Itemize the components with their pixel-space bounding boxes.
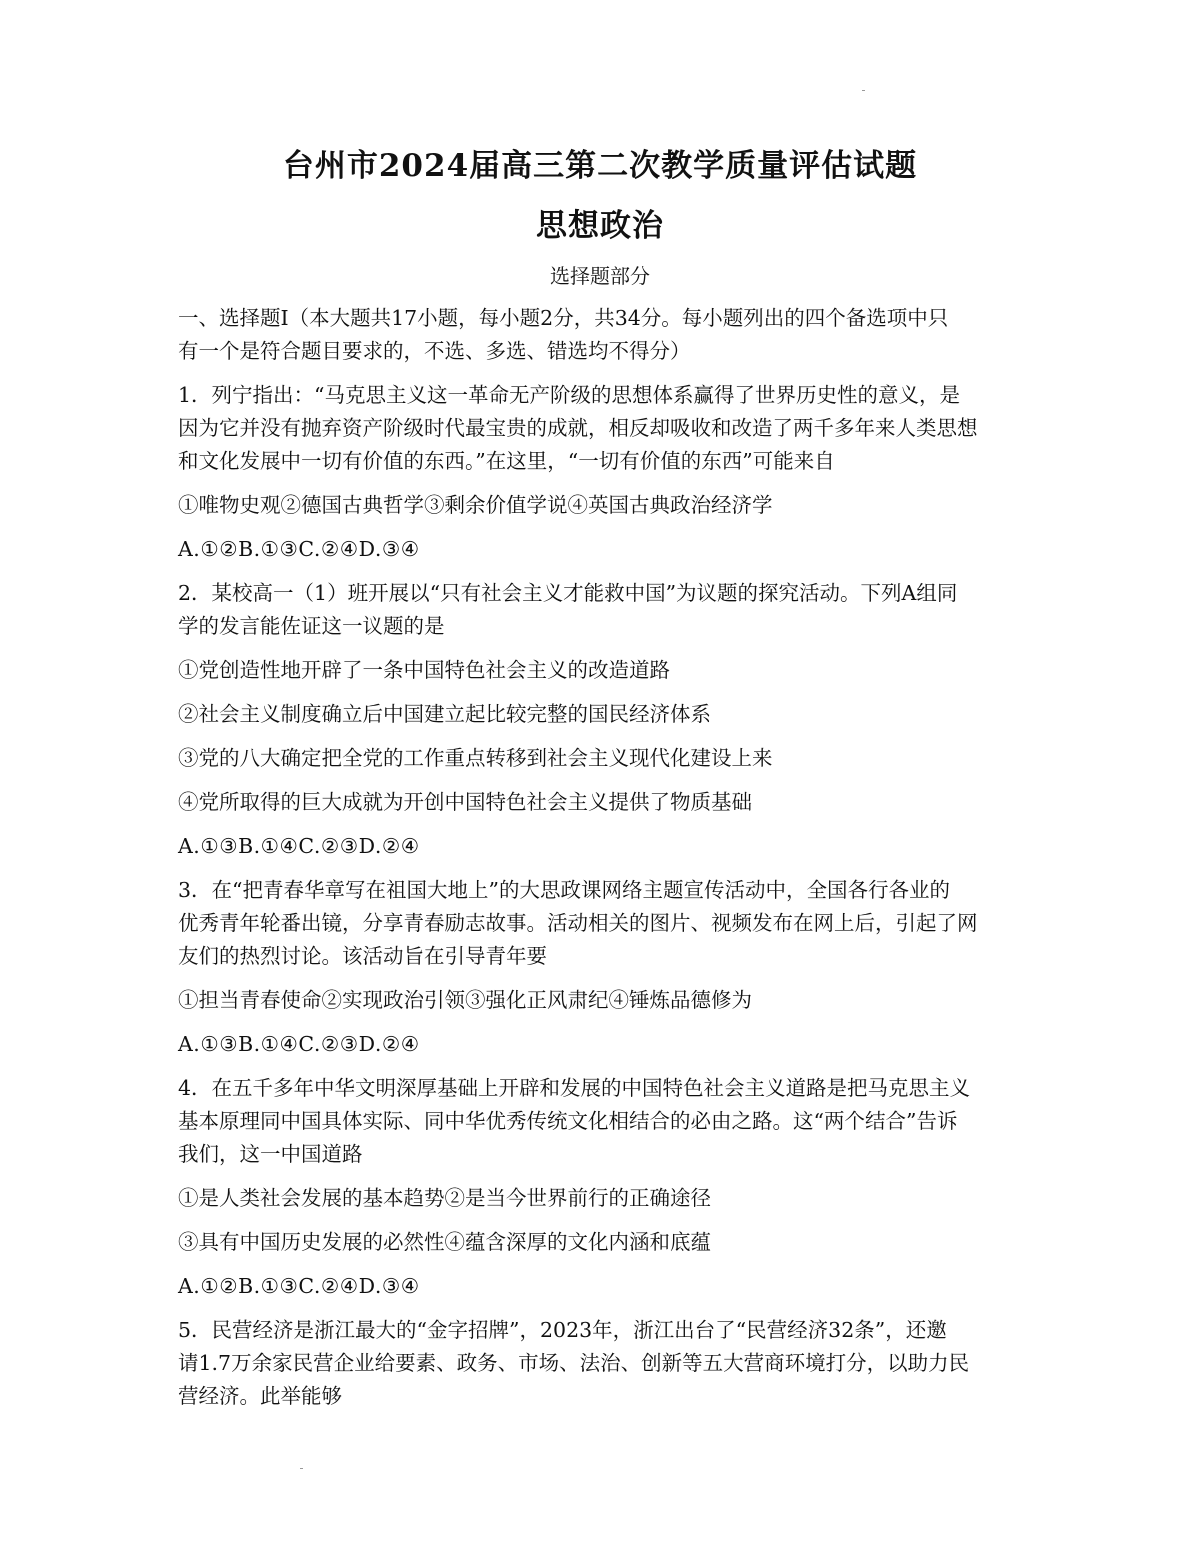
stem-line: 我们，这一中国道路 — [178, 1142, 363, 1166]
question-stem — [178, 874, 1028, 973]
part-label: 选择题部分 — [550, 264, 650, 288]
question-stem — [178, 1072, 1028, 1171]
stem-line: 5．民营经济是浙江最大的“金字招牌”，2023年，浙江出台了“民营经济32条”，还邀 — [178, 1318, 947, 1342]
subject-title: 思想政治 — [536, 208, 664, 244]
question-4 — [178, 1072, 1028, 1303]
instruction-line: 有一个是符合题目要求的，不选、多选、错选均不得分） — [178, 339, 691, 363]
option-line: ①党创造性地开辟了一条中国特色社会主义的改造道路 — [178, 658, 670, 682]
stem-line: 营经济。此举能够 — [178, 1384, 342, 1408]
option-line: ④党所取得的巨大成就为开创中国特色社会主义提供了物质基础 — [178, 790, 752, 814]
exam-title: 台州市2024届高三第二次教学质量评估试题 — [282, 148, 918, 184]
option-line: ②社会主义制度确立后中国建立起比较完整的国民经济体系 — [178, 702, 711, 726]
section-instructions — [178, 302, 1028, 368]
option-line: ③具有中国历史发展的必然性④蕴含深厚的文化内涵和底蕴 — [178, 1230, 711, 1254]
question-2 — [178, 577, 1028, 863]
question-stem — [178, 1314, 1028, 1413]
question-5 — [178, 1314, 1028, 1413]
instruction-line: 一、选择题Ⅰ（本大题共17小题，每小题2分，共34分。每小题列出的四个备选项中只 — [178, 306, 949, 330]
answer-choices: A.①②B.①③C.②④D.③④ — [178, 1274, 420, 1298]
stem-line: 请1.7万余家民营企业给要素、政务、市场、法治、创新等五大营商环境打分，以助力民 — [178, 1351, 970, 1375]
answer-choices: A.①③B.①④C.②③D.②④ — [178, 834, 420, 858]
option-line: ①担当青春使命②实现政治引领③强化正风肃纪④锤炼品德修为 — [178, 988, 752, 1012]
stem-line: 和文化发展中一切有价值的东西。”在这里，“一切有价值的东西”可能来自 — [178, 449, 835, 473]
question-stem — [178, 577, 1028, 643]
option-line: ①唯物史观②德国古典哲学③剩余价值学说④英国古典政治经济学 — [178, 493, 773, 517]
stem-line: 学的发言能佐证这一议题的是 — [178, 614, 445, 638]
question-1 — [178, 379, 1028, 566]
stem-line: 友们的热烈讨论。该活动旨在引导青年要 — [178, 944, 547, 968]
stem-line: 优秀青年轮番出镜，分享青春励志故事。活动相关的图片、视频发布在网上后，引起了网 — [178, 911, 978, 935]
stem-line: 4．在五千多年中华文明深厚基础上开辟和发展的中国特色社会主义道路是把马克思主义 — [178, 1076, 971, 1100]
question-stem — [178, 379, 1028, 478]
option-line: ①是人类社会发展的基本趋势②是当今世界前行的正确途径 — [178, 1186, 711, 1210]
scan-speck — [862, 90, 865, 91]
option-line: ③党的八大确定把全党的工作重点转移到社会主义现代化建设上来 — [178, 746, 773, 770]
answer-choices: A.①③B.①④C.②③D.②④ — [178, 1032, 420, 1056]
stem-line: 基本原理同中国具体实际、同中华优秀传统文化相结合的必由之路。这“两个结合”告诉 — [178, 1109, 958, 1133]
stem-line: 2．某校高一（1）班开展以“只有社会主义才能救中国”为议题的探究活动。下列A组同 — [178, 581, 958, 605]
exam-content — [178, 302, 1028, 1424]
question-3 — [178, 874, 1028, 1061]
stem-line: 1．列宁指出：“马克思主义这一革命无产阶级的思想体系赢得了世界历史性的意义，是 — [178, 383, 961, 407]
scan-speck — [300, 1468, 303, 1469]
stem-line: 3．在“把青春华章写在祖国大地上”的大思政课网络主题宣传活动中，全国各行各业的 — [178, 878, 951, 902]
answer-choices: A.①②B.①③C.②④D.③④ — [178, 537, 420, 561]
stem-line: 因为它并没有抛弃资产阶级时代最宝贵的成就，相反却吸收和改造了两千多年来人类思想 — [178, 416, 978, 440]
